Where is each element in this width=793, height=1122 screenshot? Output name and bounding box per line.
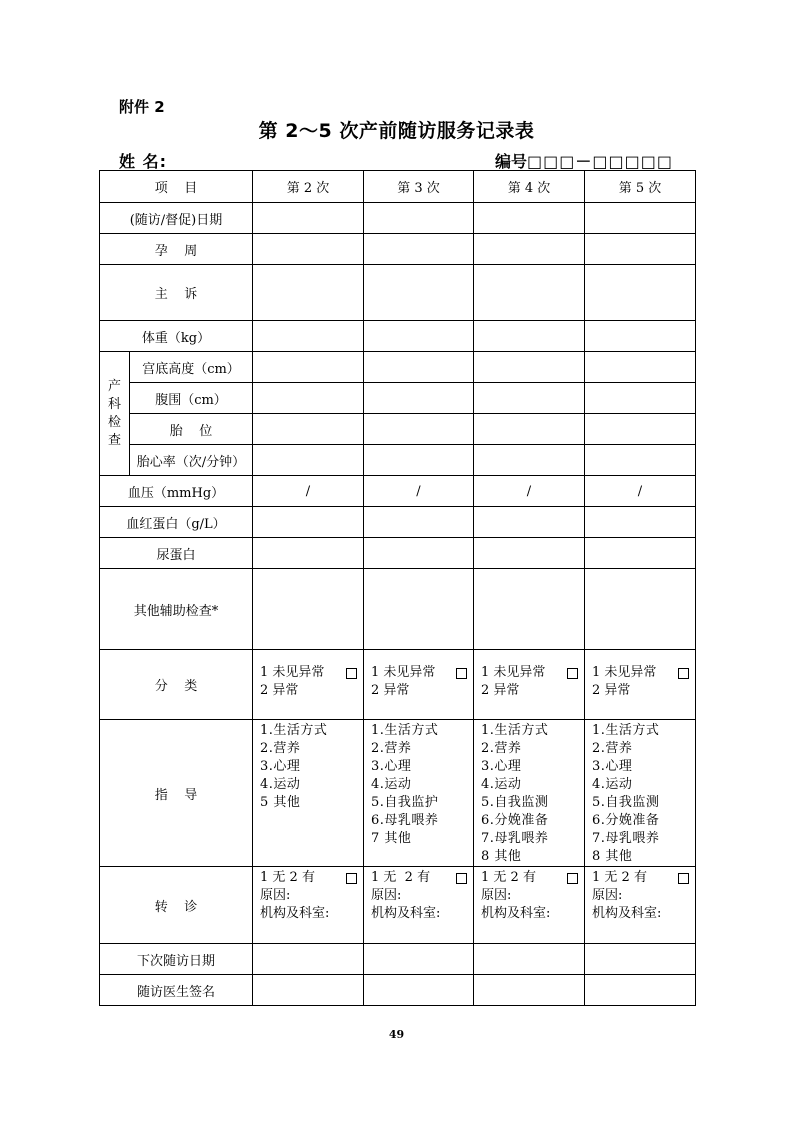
- table-row: [100, 352, 696, 383]
- referral-reason: 原因:: [371, 888, 402, 903]
- data-cell[interactable]: [585, 507, 696, 538]
- group-char: 产: [107, 378, 121, 394]
- classification-cell[interactable]: [474, 650, 585, 720]
- checkbox[interactable]: [567, 668, 578, 679]
- table-row: [100, 476, 696, 507]
- guidance-cell[interactable]: [364, 720, 474, 867]
- data-cell[interactable]: [253, 944, 364, 975]
- next-visit-label: 下次随访日期: [100, 944, 253, 975]
- option-normal: 1 未见异常: [481, 665, 546, 680]
- table-row: [100, 507, 696, 538]
- data-cell[interactable]: [364, 507, 474, 538]
- urine-protein-label: 尿蛋白: [100, 538, 253, 569]
- visit-header: 第 3 次: [364, 171, 474, 203]
- data-cell[interactable]: [474, 234, 585, 265]
- data-cell[interactable]: [253, 265, 364, 321]
- data-cell[interactable]: [585, 383, 696, 414]
- guidance-item: 8 其他: [481, 849, 522, 864]
- referral-reason: 原因:: [592, 888, 623, 903]
- date-label: (随访/督促)日期: [100, 203, 253, 234]
- data-cell[interactable]: [253, 321, 364, 352]
- data-cell[interactable]: [474, 265, 585, 321]
- data-cell[interactable]: [253, 507, 364, 538]
- gest-week-label: 孕 周: [100, 234, 253, 265]
- data-cell[interactable]: [253, 352, 364, 383]
- data-cell[interactable]: [364, 414, 474, 445]
- fetal-position-label: 胎 位: [130, 414, 253, 445]
- option-abnormal: 2 异常: [371, 683, 410, 698]
- table-row: [100, 720, 696, 867]
- table-row: [100, 650, 696, 720]
- guidance-item: 1.生活方式: [260, 723, 328, 738]
- referral-reason: 原因:: [260, 888, 291, 903]
- obstetric-exam-group-label: [100, 352, 130, 476]
- guidance-item: 7.母乳喂养: [481, 831, 549, 846]
- checkbox[interactable]: [678, 668, 689, 679]
- blood-pressure-label: 血压（mmHg）: [100, 476, 253, 507]
- guidance-item: 1.生活方式: [481, 723, 549, 738]
- header-row: [100, 171, 696, 203]
- table-row: [100, 203, 696, 234]
- table-row: [100, 569, 696, 650]
- attachment-label: 附件 2: [119, 98, 165, 116]
- option-abnormal: 2 异常: [592, 683, 631, 698]
- doctor-signature-label: 随访医生签名: [100, 975, 253, 1006]
- visit-header: 第 5 次: [585, 171, 696, 203]
- data-cell[interactable]: [253, 234, 364, 265]
- table-row: [100, 445, 696, 476]
- data-cell[interactable]: [474, 569, 585, 650]
- data-cell[interactable]: [585, 321, 696, 352]
- guidance-item: 7.母乳喂养: [592, 831, 660, 846]
- guidance-item: 3.心理: [592, 759, 633, 774]
- data-cell[interactable]: [253, 975, 364, 1006]
- guidance-item: 6.分娩准备: [592, 813, 660, 828]
- classification-cell[interactable]: [364, 650, 474, 720]
- option-abnormal: 2 异常: [481, 683, 520, 698]
- table-row: [100, 414, 696, 445]
- other-exam-label: 其他辅助检查*: [100, 569, 253, 650]
- guidance-item: 8 其他: [592, 849, 633, 864]
- referral-cell[interactable]: [364, 867, 474, 944]
- data-cell[interactable]: [364, 383, 474, 414]
- bp-cell[interactable]: /: [253, 476, 364, 507]
- data-cell[interactable]: [585, 445, 696, 476]
- classification-cell[interactable]: [253, 650, 364, 720]
- checkbox[interactable]: [567, 873, 578, 884]
- table-row: [100, 538, 696, 569]
- guidance-cell[interactable]: [474, 720, 585, 867]
- data-cell[interactable]: [253, 445, 364, 476]
- guidance-cell[interactable]: [585, 720, 696, 867]
- guidance-item: 2.营养: [481, 741, 522, 756]
- referral-dept: 机构及科室:: [592, 906, 662, 921]
- checkbox[interactable]: [456, 668, 467, 679]
- classification-label: 分 类: [100, 650, 253, 720]
- group-char: 查: [107, 432, 121, 448]
- option-normal: 1 未见异常: [371, 665, 436, 680]
- item-header: 项 目: [100, 171, 253, 203]
- fundal-height-label: 宫底高度（cm）: [130, 352, 253, 383]
- data-cell[interactable]: [364, 445, 474, 476]
- data-cell[interactable]: [474, 975, 585, 1006]
- data-cell[interactable]: [585, 234, 696, 265]
- data-cell[interactable]: [474, 321, 585, 352]
- group-char: 科: [107, 396, 121, 412]
- bp-cell[interactable]: /: [585, 476, 696, 507]
- guidance-item: 5.自我监护: [371, 795, 439, 810]
- bp-cell[interactable]: /: [364, 476, 474, 507]
- data-cell[interactable]: [364, 352, 474, 383]
- referral-dept: 机构及科室:: [260, 906, 330, 921]
- fetal-heart-rate-label: 胎心率（次/分钟）: [130, 445, 253, 476]
- data-cell[interactable]: [253, 569, 364, 650]
- data-cell[interactable]: [585, 975, 696, 1006]
- bp-cell[interactable]: /: [474, 476, 585, 507]
- data-cell[interactable]: [364, 234, 474, 265]
- guidance-item: 3.心理: [260, 759, 301, 774]
- referral-cell[interactable]: [253, 867, 364, 944]
- data-cell[interactable]: [585, 265, 696, 321]
- guidance-item: 5.自我监测: [592, 795, 660, 810]
- referral-dept: 机构及科室:: [371, 906, 441, 921]
- option-abnormal: 2 异常: [260, 683, 299, 698]
- page-number: 49: [388, 1028, 405, 1041]
- data-cell[interactable]: [364, 944, 474, 975]
- guidance-item: 6.母乳喂养: [371, 813, 439, 828]
- option-normal: 1 未见异常: [592, 665, 657, 680]
- referral-option: 1 无 2 有: [481, 870, 536, 885]
- guidance-item: 7 其他: [371, 831, 412, 846]
- guidance-item: 2.营养: [260, 741, 301, 756]
- guidance-label: 指 导: [100, 720, 253, 867]
- referral-cell[interactable]: [585, 867, 696, 944]
- group-char: 检: [107, 414, 121, 430]
- data-cell[interactable]: [585, 352, 696, 383]
- table-row: [100, 234, 696, 265]
- guidance-cell[interactable]: [253, 720, 364, 867]
- guidance-item: 1.生活方式: [371, 723, 439, 738]
- guidance-item: 2.营养: [371, 741, 412, 756]
- guidance-item: 4.运动: [592, 777, 633, 792]
- table-row: [100, 265, 696, 321]
- table-row: [100, 321, 696, 352]
- guidance-item: 3.心理: [481, 759, 522, 774]
- data-cell[interactable]: [585, 569, 696, 650]
- data-cell[interactable]: [364, 975, 474, 1006]
- data-cell[interactable]: [364, 569, 474, 650]
- referral-dept: 机构及科室:: [481, 906, 551, 921]
- followup-record-table: [99, 170, 696, 1006]
- weight-label: 体重（kg）: [100, 321, 253, 352]
- guidance-item: 2.营养: [592, 741, 633, 756]
- data-cell[interactable]: [585, 944, 696, 975]
- data-cell[interactable]: [364, 321, 474, 352]
- guidance-item: 4.运动: [481, 777, 522, 792]
- data-cell[interactable]: [253, 203, 364, 234]
- referral-reason: 原因:: [481, 888, 512, 903]
- complaint-label: 主 诉: [100, 265, 253, 321]
- hemoglobin-label: 血红蛋白（g/L）: [100, 507, 253, 538]
- table-row: [100, 867, 696, 944]
- guidance-item: 5.自我监测: [481, 795, 549, 810]
- data-cell[interactable]: [474, 383, 585, 414]
- guidance-item: 5 其他: [260, 795, 301, 810]
- table-row: [100, 975, 696, 1006]
- checkbox[interactable]: [678, 873, 689, 884]
- guidance-item: 3.心理: [371, 759, 412, 774]
- referral-label: 转 诊: [100, 867, 253, 944]
- guidance-item: 1.生活方式: [592, 723, 660, 738]
- data-cell[interactable]: [474, 538, 585, 569]
- data-cell[interactable]: [474, 944, 585, 975]
- data-cell[interactable]: [474, 352, 585, 383]
- data-cell[interactable]: [585, 538, 696, 569]
- classification-cell[interactable]: [585, 650, 696, 720]
- form-title: 第 2～5 次产前随访服务记录表: [258, 120, 535, 142]
- data-cell[interactable]: [253, 414, 364, 445]
- code-label: 编号: [495, 152, 528, 171]
- visit-header: 第 2 次: [253, 171, 364, 203]
- table-row: [100, 944, 696, 975]
- guidance-item: 6.分娩准备: [481, 813, 549, 828]
- data-cell[interactable]: [364, 265, 474, 321]
- visit-header: 第 4 次: [474, 171, 585, 203]
- data-cell[interactable]: [253, 383, 364, 414]
- referral-cell[interactable]: [474, 867, 585, 944]
- table-row: [100, 383, 696, 414]
- data-cell[interactable]: [585, 203, 696, 234]
- referral-option: 1 无 2 有: [592, 870, 647, 885]
- checkbox[interactable]: [346, 668, 357, 679]
- guidance-item: 4.运动: [260, 777, 301, 792]
- code-field: [495, 149, 673, 172]
- data-cell[interactable]: [253, 538, 364, 569]
- data-cell[interactable]: [474, 445, 585, 476]
- referral-option: 1 无 2 有: [260, 870, 315, 885]
- name-field-label: 姓 名:: [119, 152, 167, 171]
- data-cell[interactable]: [585, 414, 696, 445]
- data-cell[interactable]: [364, 538, 474, 569]
- code-boxes: □□□－□□□□□: [527, 152, 673, 171]
- data-cell[interactable]: [474, 507, 585, 538]
- option-normal: 1 未见异常: [260, 665, 325, 680]
- abdominal-circumference-label: 腹围（cm）: [130, 383, 253, 414]
- checkbox[interactable]: [346, 873, 357, 884]
- data-cell[interactable]: [474, 203, 585, 234]
- data-cell[interactable]: [474, 414, 585, 445]
- data-cell[interactable]: [364, 203, 474, 234]
- referral-option: 1 无 2 有: [371, 870, 431, 885]
- checkbox[interactable]: [456, 873, 467, 884]
- guidance-item: 4.运动: [371, 777, 412, 792]
